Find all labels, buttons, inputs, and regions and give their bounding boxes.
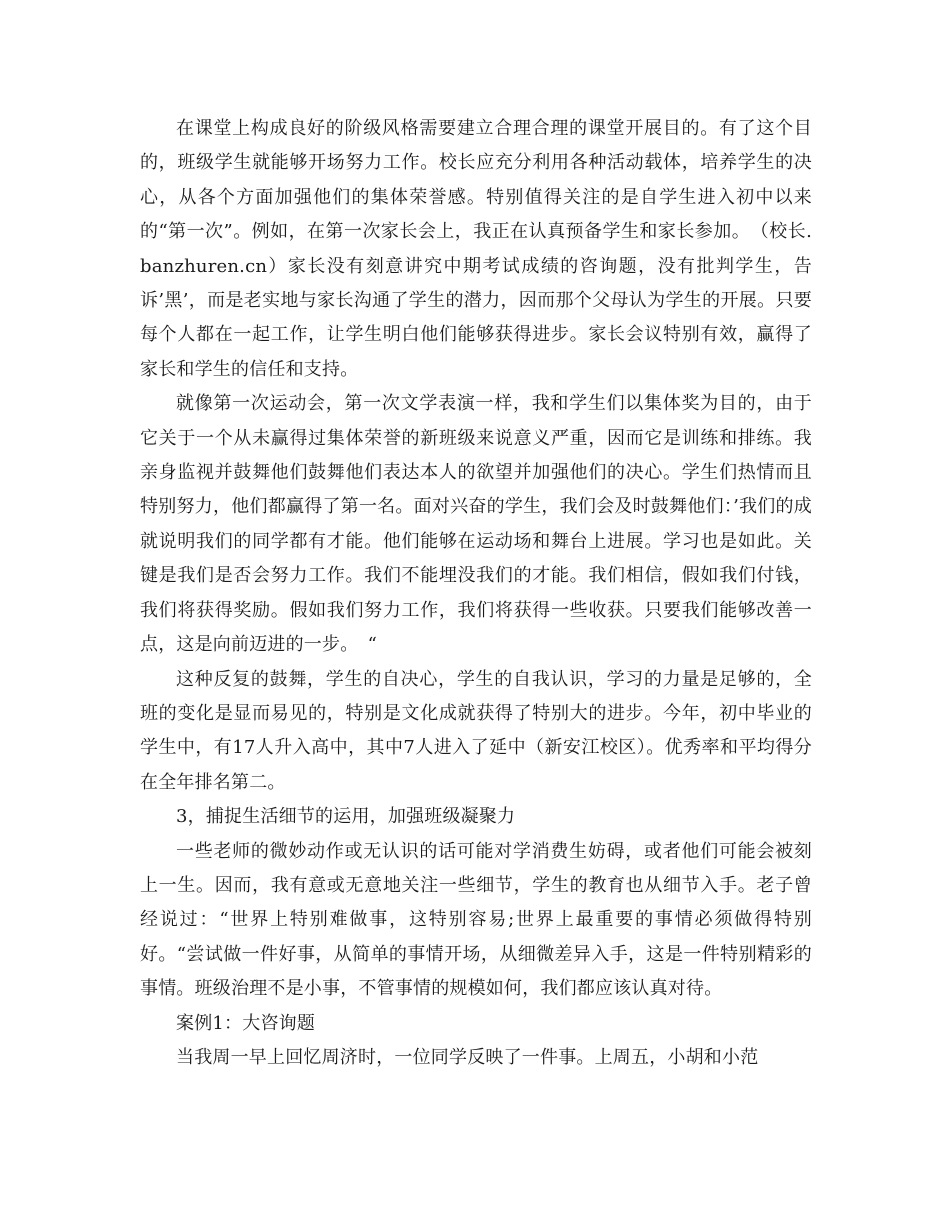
paragraph-results: 这种反复的鼓舞，学生的自决心，学生的自我认识，学习的力量是足够的，全班的变化是显而易见的，特别是文化成就获得了特别大的进步。今年，初中毕业的学生中，有17人升入高中，其中7人进入了延中（新安江校区）。优秀率和平均得分在全年排名第二。 bbox=[140, 668, 812, 793]
paragraph-sports-meet: 就像第一次运动会，第一次文学表演一样，我和学生们以集体奖为目的，由于它关于一个从未赢得过集体荣誉的新班级来说意义严重，因而它是训练和排练。我亲身监视并鼓舞他们鼓舞他们表达本人的欲望并加强他们的决心。学生们热情而且特别努力，他们都赢得了第一名。面对兴奋的学生，我们会及时鼓舞他们：’我们的成就说明我们的同学都有才能。他们能够在运动场和舞台上进展。学习也是如此。关键是我们是否会努力工作。我们不能埋没我们的才能。我们相信，假如我们付钱，我们将获得奖励。假如我们努力工作，我们将获得一些收获。只要我们能够改善一点，这是向前迈进的一步。 “ bbox=[140, 393, 812, 656]
section-heading-details: 3，捕捉生活细节的运用，加强班级凝聚力 bbox=[176, 806, 516, 828]
paragraph-details: 一些老师的微妙动作或无认识的话可能对学消费生妨碍，或者他们可能会被刻上一生。因而，我有意或无意地关注一些细节，学生的教育也从细节入手。老子曾经说过：“世界上特别难做事，这特别容易;世界上最重要的事情必须做得特别好。“尝试做一件好事，从简单的事情开场，从细微差异入手，这是一件特别精彩的事情。班级治理不是小事，不管事情的规模如何，我们都应该认真对待。 bbox=[140, 840, 812, 1000]
document-page bbox=[140, 112, 812, 1075]
case-heading: 案例1：大咨询题 bbox=[176, 1012, 316, 1034]
paragraph-case: 当我周一早上回忆周济时，一位同学反映了一件事。上周五，小胡和小范 bbox=[176, 1046, 759, 1068]
paragraph-class-style: 在课堂上构成良好的阶级风格需要建立合理合理的课堂开展目的。有了这个目的，班级学生就能够开场努力工作。校长应充分利用各种活动载体，培养学生的决心，从各个方面加强他们的集体荣誉感。特别值得关注的是自学生进入初中以来的“第一次”。例如，在第一次家长会上，我正在认真预备学生和家长参加。 （校长.banzhuren.cn）家长没有刻意讲究中期考试成绩的咨询题，没有批判学生，告诉’黑’，而是老实地与家长沟通了学生的潜力，因而那个父母认为学生的开展。只要每个人都在一起工作，让学生明白他们能够获得进步。家长会议特别有效，赢得了家长和学生的信任和支持。 bbox=[140, 118, 812, 380]
